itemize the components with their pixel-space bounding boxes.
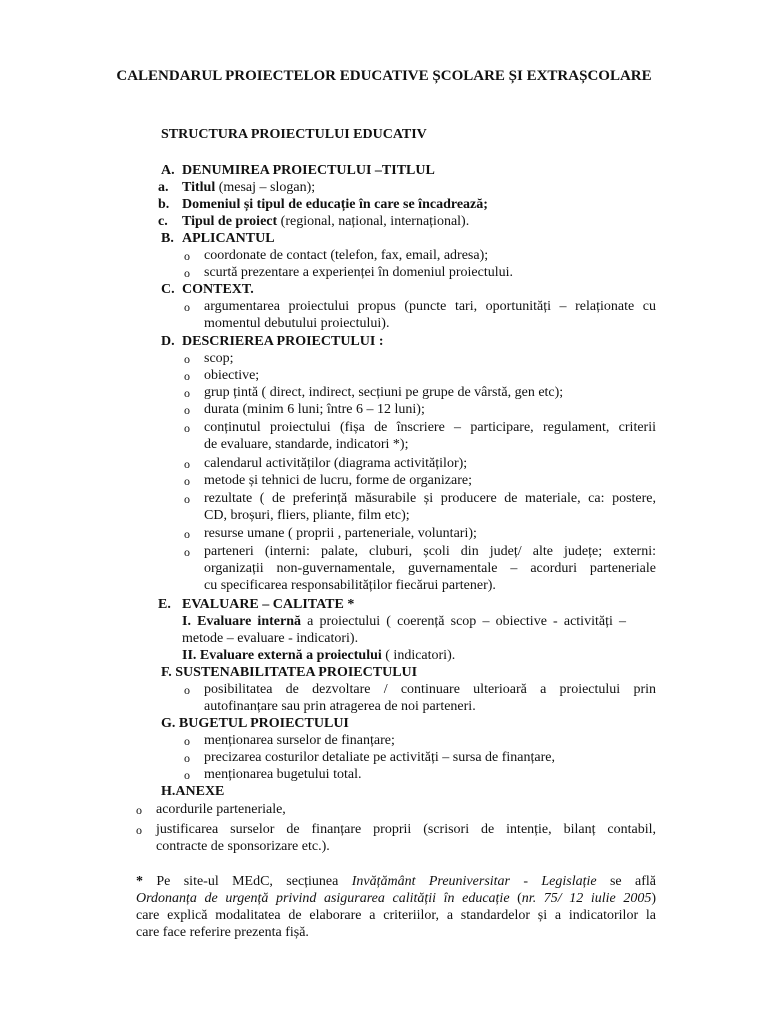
- section-c-marker: C.: [161, 282, 175, 297]
- list-item: precizarea costurilor detaliate pe activități – sursa de finanțare,: [204, 750, 555, 765]
- bullet: o: [184, 403, 190, 417]
- bullet: o: [184, 768, 190, 782]
- bullet: o: [184, 386, 190, 400]
- item-b-marker: b.: [158, 197, 170, 212]
- list-item: coordonate de contact (telefon, fax, email, adresa);: [204, 248, 489, 263]
- bullet: o: [136, 803, 142, 817]
- list-item: scop;: [204, 351, 234, 366]
- external-evaluation: II. Evaluare externă a proiectului ( indicatori).: [182, 648, 456, 663]
- section-b-heading: APLICANTUL: [182, 231, 275, 246]
- section-b-marker: B.: [161, 231, 174, 246]
- section-e-marker: E.: [158, 597, 171, 612]
- list-item: argumentarea proiectului propus (puncte tari, oportunități – relaționate cu: [204, 299, 656, 314]
- section-c-heading: CONTEXT.: [182, 282, 254, 297]
- list-item: calendarul activităților (diagrama activităților);: [204, 456, 468, 471]
- footnote-line3: care explică modalitatea de elaborare a criteriilor, a standardelor și a indicatorilor la: [136, 908, 656, 923]
- section-a-marker: A.: [161, 163, 175, 178]
- bullet: o: [184, 266, 190, 280]
- list-item: scurtă prezentare a experienței în domeniul proiectului.: [204, 265, 514, 280]
- bullet: o: [136, 823, 142, 837]
- section-a-heading: DENUMIREA PROIECTULUI –TITLUL: [182, 163, 435, 178]
- internal-evaluation-continuation: metode – evaluare - indicatori).: [182, 631, 359, 646]
- list-item: durata (minim 6 luni; între 6 – 12 luni);: [204, 402, 425, 417]
- list-item-continuation: momentul debutului proiectului).: [204, 316, 390, 331]
- section-f-heading: F. SUSTENABILITATEA PROIECTULUI: [161, 665, 418, 680]
- bullet: o: [184, 492, 190, 506]
- list-item: grup țintă ( direct, indirect, secțiuni pe grupe de vârstă, gen etc);: [204, 385, 564, 400]
- footnote-line2: Ordonanța de urgență privind asigurarea calității în educație (nr. 75/ 12 iulie 2005): [136, 891, 656, 906]
- page-subtitle: STRUCTURA PROIECTULUI EDUCATIV: [161, 127, 427, 142]
- item-a-marker: a.: [158, 180, 169, 195]
- bullet: o: [184, 457, 190, 471]
- list-item: parteneri (interni: palate, cluburi, școli din județ/ alte județe; externi:: [204, 544, 656, 559]
- item-c: Tipul de proiect (regional, național, internațional).: [182, 214, 470, 229]
- bullet: o: [184, 734, 190, 748]
- section-g-heading: G. BUGETUL PROIECTULUI: [161, 716, 349, 731]
- list-item: menționarea surselor de finanțare;: [204, 733, 395, 748]
- bullet: o: [184, 352, 190, 366]
- section-h-heading: H.ANEXE: [161, 784, 225, 799]
- list-item-continuation: cu specificarea responsabilităților fiecărui partener).: [204, 578, 496, 593]
- section-e-heading: EVALUARE – CALITATE *: [182, 597, 355, 612]
- bullet: o: [184, 369, 190, 383]
- bullet: o: [184, 249, 190, 263]
- section-d-marker: D.: [161, 334, 175, 349]
- list-item-continuation: CD, broșuri, fliers, pliante, film etc);: [204, 508, 410, 523]
- list-item-continuation: autofinanțare sau prin atragerea de noi parteneri.: [204, 699, 476, 714]
- list-item: conținutul proiectului (fișa de înscriere – participare, regulament, criterii: [204, 420, 656, 435]
- list-item: acordurile parteneriale,: [156, 802, 286, 817]
- internal-evaluation: I. Evaluare internă a proiectului ( coerență scop – obiective - activități –: [182, 614, 626, 629]
- section-d-heading: DESCRIEREA PROIECTULUI :: [182, 334, 384, 349]
- bullet: o: [184, 300, 190, 314]
- list-item: rezultate ( de preferință măsurabile și producere de materiale, ca: postere,: [204, 491, 656, 506]
- list-item: justificarea surselor de finanțare proprii (scrisori de intenție, bilanț contabil,: [156, 822, 656, 837]
- bullet: o: [184, 683, 190, 697]
- bullet: o: [184, 751, 190, 765]
- list-item: menționarea bugetului total.: [204, 767, 362, 782]
- footnote-line4: care face referire prezenta fișă.: [136, 925, 309, 940]
- list-item-continuation: organizații non-guvernamentale, guvernamentale – acorduri parteneriale: [204, 561, 656, 576]
- bullet: o: [184, 421, 190, 435]
- bullet: o: [184, 527, 190, 541]
- list-item-continuation: contracte de sponsorizare etc.).: [156, 839, 330, 854]
- list-item: obiective;: [204, 368, 260, 383]
- list-item: posibilitatea de dezvoltare / continuare ulterioară a proiectului prin: [204, 682, 656, 697]
- item-a: Titlul (mesaj – slogan);: [182, 180, 316, 195]
- bullet: o: [184, 474, 190, 488]
- footnote-line1: * Pe site-ul MEdC, secțiunea Invățământ Preuniversitar - Legislație se află: [136, 874, 656, 889]
- item-c-marker: c.: [158, 214, 168, 229]
- list-item: metode și tehnici de lucru, forme de organizare;: [204, 473, 472, 488]
- item-b: Domeniul și tipul de educație în care se încadrează;: [182, 197, 488, 212]
- bullet: o: [184, 545, 190, 559]
- list-item: resurse umane ( proprii , parteneriale, voluntari);: [204, 526, 477, 541]
- list-item-continuation: de evaluare, standarde, indicatori *);: [204, 437, 409, 452]
- page-title: CALENDARUL PROIECTELOR EDUCATIVE ȘCOLARE ȘI EXTRAȘCOLARE: [116, 68, 652, 84]
